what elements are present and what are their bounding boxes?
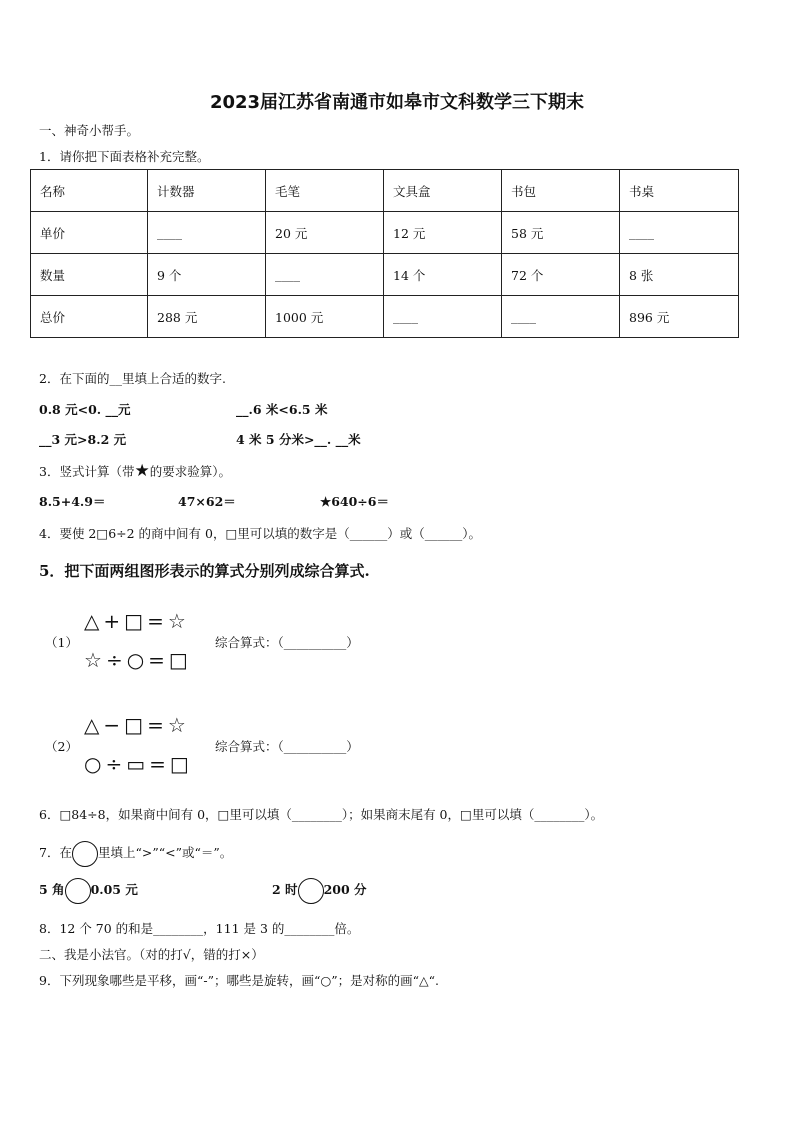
group-2-equation-2 bbox=[84, 752, 189, 776]
star-outline-icon: ☆ bbox=[167, 609, 186, 633]
question-7-text-after: 里填上“>”“<”或“＝”。 bbox=[97, 845, 233, 860]
table-cell: 文具盒 bbox=[384, 170, 502, 212]
table-row bbox=[31, 296, 739, 338]
equals-sign: = bbox=[148, 648, 165, 672]
table-cell: 72 个 bbox=[502, 254, 620, 296]
table-cell: 书包 bbox=[502, 170, 620, 212]
question-5-text: 5．把下面两组图形表示的算式分别列成综合算式. bbox=[39, 562, 370, 580]
question-7-a-left: 5 角 bbox=[39, 882, 65, 897]
table-cell: 58 元 bbox=[502, 212, 620, 254]
table-cell: ____ bbox=[148, 212, 266, 254]
table-cell: 9 个 bbox=[148, 254, 266, 296]
price-table bbox=[30, 169, 739, 338]
group-2-label: （2） bbox=[45, 739, 78, 754]
table-cell: 数量 bbox=[31, 254, 148, 296]
question-2-text: 2．在下面的__里填上合适的数字. bbox=[39, 371, 226, 386]
table-cell: 总价 bbox=[31, 296, 148, 338]
question-3-text-after: 的要求验算）。 bbox=[149, 464, 231, 479]
square-icon: □ bbox=[124, 609, 144, 633]
question-3-item-a: 8.5+4.9＝ bbox=[39, 494, 106, 509]
question-2-item-c: __3 元>8.2 元 bbox=[39, 432, 127, 447]
question-7-a-right: 0.05 元 bbox=[90, 882, 138, 897]
circle-blank-icon bbox=[72, 841, 98, 867]
table-row bbox=[31, 254, 739, 296]
table-row bbox=[31, 170, 739, 212]
question-4-text: 4．要使 2□6÷2 的商中间有 0，□里可以填的数字是（______）或（______）。 bbox=[39, 526, 482, 541]
table-cell: 1000 元 bbox=[266, 296, 384, 338]
table-cell: ____ bbox=[502, 296, 620, 338]
question-3-text bbox=[39, 461, 231, 481]
question-2-item-b: __.6 米<6.5 米 bbox=[236, 402, 328, 417]
equals-sign: = bbox=[147, 609, 164, 633]
group-1-equation-2 bbox=[84, 648, 188, 672]
minus-sign: − bbox=[103, 713, 121, 737]
group-2-answer: 综合算式：（__________） bbox=[215, 739, 359, 754]
question-7-text-before: 7．在 bbox=[39, 845, 72, 860]
question-7-text bbox=[39, 840, 232, 867]
table-cell: 8 张 bbox=[620, 254, 739, 296]
question-2-item-d: 4 米 5 分米>__. __米 bbox=[236, 432, 361, 447]
table-cell: 单价 bbox=[31, 212, 148, 254]
question-8-text: 8．12 个 70 的和是________，111 是 3 的________倍。 bbox=[39, 921, 360, 936]
question-3-item-c: ★640÷6＝ bbox=[320, 494, 389, 509]
table-cell: 12 元 bbox=[384, 212, 502, 254]
question-7-b-right: 200 分 bbox=[323, 882, 367, 897]
star-outline-icon: ☆ bbox=[84, 648, 102, 672]
question-2-item-a: 0.8 元<0. __元 bbox=[39, 402, 131, 417]
star-outline-icon: ☆ bbox=[167, 713, 186, 737]
table-cell: 14 个 bbox=[384, 254, 502, 296]
square-icon: □ bbox=[168, 648, 188, 672]
table-row bbox=[31, 212, 739, 254]
question-1-text: 1．请你把下面表格补充完整。 bbox=[39, 149, 210, 164]
square-icon: □ bbox=[169, 752, 189, 776]
table-cell: 书桌 bbox=[620, 170, 739, 212]
table-cell: ____ bbox=[620, 212, 739, 254]
plus-sign: + bbox=[103, 609, 121, 633]
question-6-text: 6．□84÷8，如果商中间有 0，□里可以填（________）；如果商末尾有 0，□里可以填（________）。 bbox=[39, 807, 604, 822]
question-7-item-b bbox=[272, 877, 367, 904]
divide-sign: ÷ bbox=[105, 648, 123, 672]
group-2-equation-1 bbox=[84, 713, 186, 737]
table-cell: ____ bbox=[384, 296, 502, 338]
circle-icon: ○ bbox=[126, 648, 145, 672]
question-3-item-b: 47×62＝ bbox=[178, 494, 236, 509]
equals-sign: = bbox=[149, 752, 166, 776]
group-1-answer: 综合算式：（__________） bbox=[215, 635, 359, 650]
table-cell: 20 元 bbox=[266, 212, 384, 254]
page-title: 2023届江苏省南通市如皋市文科数学三下期末 bbox=[209, 92, 585, 113]
table-cell: 计数器 bbox=[148, 170, 266, 212]
triangle-icon: △ bbox=[84, 713, 100, 737]
question-7-b-left: 2 时 bbox=[272, 882, 298, 897]
question-9-text: 9．下列现象哪些是平移，画“-”；哪些是旋转，画“○”；是对称的画“△“. bbox=[39, 973, 440, 988]
circle-blank-icon bbox=[65, 878, 91, 904]
rectangle-icon: ▭ bbox=[126, 752, 146, 776]
circle-icon: ○ bbox=[84, 752, 102, 776]
circle-blank-icon bbox=[298, 878, 324, 904]
table-cell: 名称 bbox=[31, 170, 148, 212]
star-icon: ★ bbox=[134, 461, 150, 481]
group-1-equation-1 bbox=[84, 609, 186, 633]
square-icon: □ bbox=[124, 713, 144, 737]
question-7-item-a bbox=[39, 877, 138, 904]
triangle-icon: △ bbox=[84, 609, 100, 633]
section-1-heading: 一、神奇小帮手。 bbox=[39, 123, 140, 138]
group-1-label: （1） bbox=[45, 635, 78, 650]
question-3-text-before: 3．竖式计算（带 bbox=[39, 464, 135, 479]
table-cell: 毛笔 bbox=[266, 170, 384, 212]
table-cell: ____ bbox=[266, 254, 384, 296]
table-cell: 896 元 bbox=[620, 296, 739, 338]
divide-sign: ÷ bbox=[105, 752, 123, 776]
table-cell: 288 元 bbox=[148, 296, 266, 338]
equals-sign: = bbox=[147, 713, 164, 737]
section-2-heading: 二、我是小法官。（对的打√，错的打×） bbox=[39, 947, 264, 962]
